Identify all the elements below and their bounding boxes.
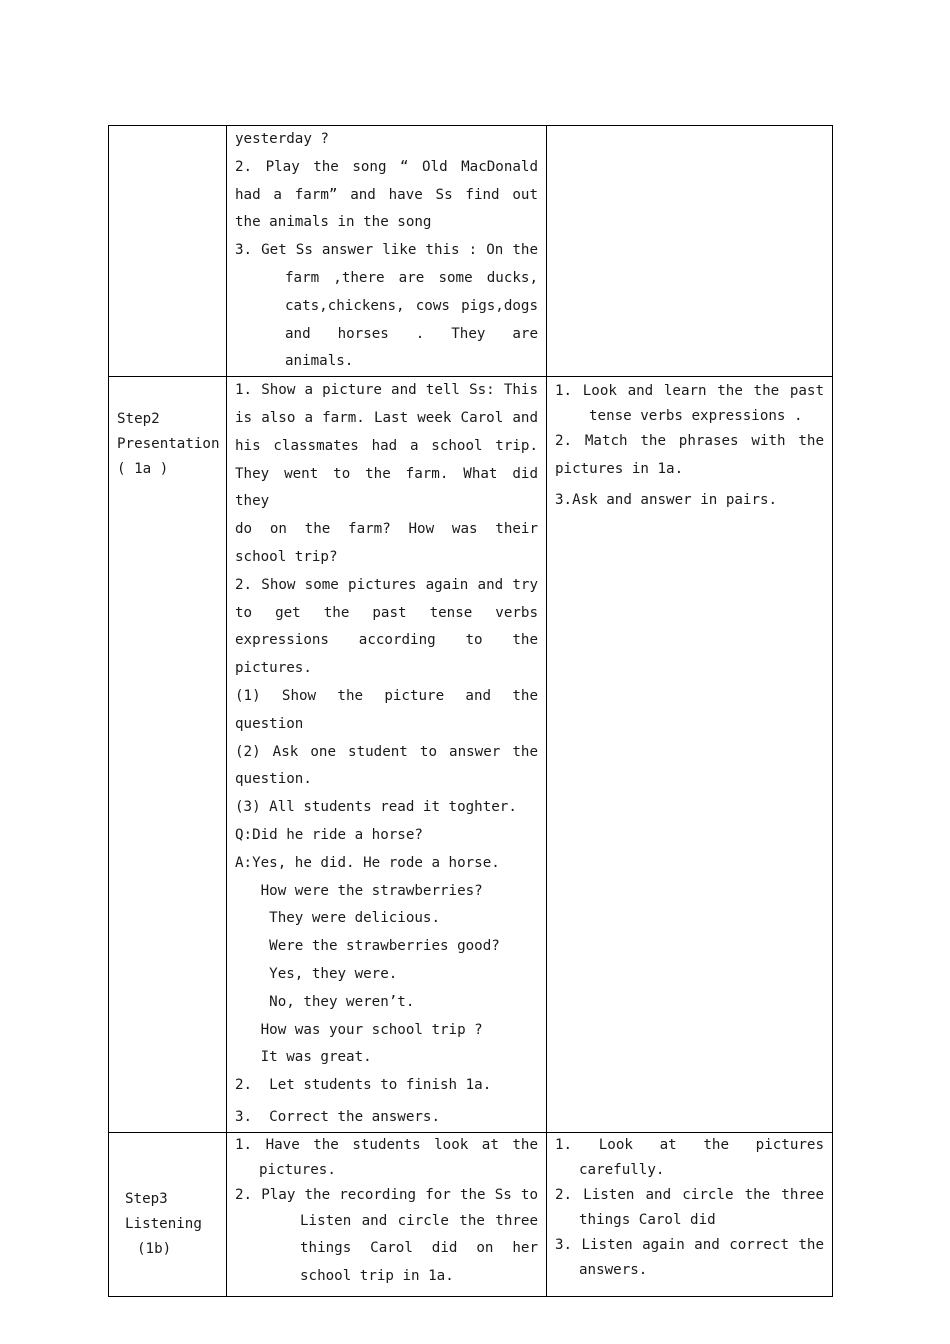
text-line: A:Yes, he did. He rode a horse. [235, 854, 500, 871]
text-line: had a farm” and have Ss find out [235, 186, 538, 203]
table-row [109, 1132, 833, 1296]
text-line: Yes, they were. [235, 965, 398, 982]
table-row [109, 377, 833, 1133]
text-line: 1. Look and learn the the past [555, 383, 824, 400]
text-line: question [235, 715, 304, 732]
text-line: Listen and circle the three [300, 1212, 538, 1229]
teacher-activity-cell [227, 126, 547, 377]
text-line: 3. Listen again and correct the [555, 1236, 824, 1253]
text-line: things Carol did [579, 1211, 716, 1228]
student-activity-cell [547, 1132, 833, 1296]
text-line: Q:Did he ride a horse? [235, 826, 423, 843]
text-line: 2. Play the song “ Old MacDonald [235, 158, 538, 175]
text-line: Were the strawberries good? [235, 938, 500, 955]
text-line: No, they weren’t. [235, 993, 415, 1010]
text-line: 2. Match the phrases with the [555, 433, 824, 450]
text-line: his classmates had a school trip. [235, 437, 538, 454]
text-line: They went to the farm. What did they [235, 465, 538, 510]
teacher-activity-cell [227, 377, 547, 1133]
text-line: How were the strawberries? [235, 882, 483, 899]
text-line: 2. Let students to finish 1a. [235, 1077, 492, 1094]
lesson-plan-table [108, 125, 833, 1297]
text-line: (1) Show the picture and the [235, 687, 538, 704]
text-line: yesterday ? [235, 131, 329, 147]
text-line: school trip? [235, 548, 338, 565]
text-line: 3.Ask and answer in pairs. [555, 492, 778, 509]
text-line: 2. Play the recording for the Ss to [235, 1186, 538, 1203]
text-line: (2) Ask one student to answer the [235, 743, 538, 760]
text-line: (3) All students read it toghter. [235, 799, 517, 816]
teacher-activity-cell [227, 1132, 547, 1296]
text-line: and horses . They are animals. [285, 325, 538, 370]
text-line: 1. Look at the pictures [555, 1136, 824, 1153]
text-line: school trip in 1a. [300, 1268, 454, 1285]
text-line: 2. Listen and circle the three [555, 1186, 824, 1203]
text-line: 2. Show some pictures again and try [235, 576, 538, 593]
text-line: do on the farm? How was their [235, 521, 538, 538]
step-cell [109, 126, 227, 377]
text-line: expressions according to the [235, 632, 538, 649]
table-row [109, 126, 833, 377]
step-label: Step2 [117, 411, 160, 428]
text-line: How was your school trip ? [235, 1021, 483, 1038]
text-line: pictures. [259, 1161, 336, 1178]
text-line: It was great. [235, 1049, 372, 1066]
text-line: 3. Get Ss answer like this : On the [235, 242, 538, 259]
text-line: tense verbs expressions . [589, 408, 803, 425]
text-line: They were delicious. [235, 910, 440, 927]
text-line: pictures. [235, 660, 312, 677]
lesson-plan-page [108, 125, 832, 1297]
text-line: 3. Correct the answers. [235, 1108, 440, 1125]
text-line: carefully. [579, 1161, 665, 1178]
text-line: cats,chickens, cows pigs,dogs [285, 297, 538, 314]
step-cell [109, 377, 227, 1133]
step-title: Listening [125, 1215, 202, 1232]
text-line: the animals in the song [235, 214, 432, 231]
step-ref: ( 1a ) [117, 461, 169, 478]
text-line: to get the past tense verbs [235, 604, 538, 621]
text-line: things Carol did on her [300, 1240, 538, 1257]
step-title: Presentation [117, 436, 220, 453]
text-line: is also a farm. Last week Carol and [235, 409, 538, 426]
text-line: 1. Have the students look at the [235, 1136, 538, 1153]
text-line: 1. Show a picture and tell Ss: This [235, 382, 538, 399]
step-label: Step3 [125, 1190, 168, 1207]
step-cell [109, 1132, 227, 1296]
text-line: question. [235, 771, 312, 788]
student-activity-cell [547, 126, 833, 377]
text-line: answers. [579, 1261, 648, 1278]
student-activity-cell [547, 377, 833, 1133]
text-line: farm ,there are some ducks, [285, 269, 538, 286]
step-ref: (1b) [137, 1240, 172, 1257]
text-line: pictures in 1a. [555, 461, 684, 478]
